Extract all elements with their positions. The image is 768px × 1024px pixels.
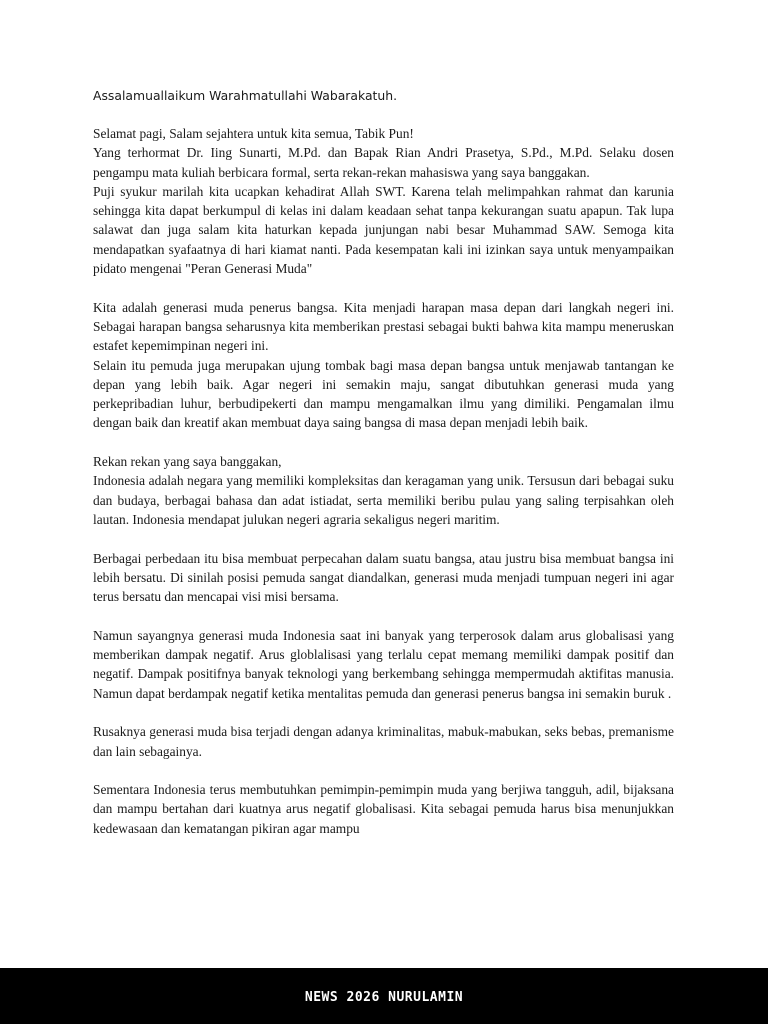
paragraph-indonesia: Indonesia adalah negara yang memiliki kompleksitas dan keragaman yang unik. Tersusun dari bebagai suku dan budaya, berbagai bahasa dan adat istiadat, serta memiliki beribu pulau yang saling terpisahkan oleh lautan. Indonesia mendapat julukan negeri agraria sekaligus negeri maritim.: [93, 473, 674, 527]
paragraph-rekan-rekan: Rekan rekan yang saya banggakan,: [93, 454, 282, 470]
paragraph-generasi-muda: Kita adalah generasi muda penerus bangsa. Kita menjadi harapan masa depan dari langkah negeri ini. Sebagai harapan bangsa seharusnya kita memberikan prestasi sebagai bukti bahwa kita mampu meneruskan estafet kepemimpinan negeri ini.: [93, 299, 674, 354]
paragraph-puji-syukur: Puji syukur marilah kita ucapkan kehadirat Allah SWT. Karena telah melimpahkan rahmat dan karunia sehingga kita dapat berkumpul di kelas ini dalam keadaan sehat tanpa kekurangan suatu apapun. Tak lupa salawat dan juga salam kita haturkan kepada junjungan nabi besar Muhammad SAW. Semoga kita mendapatkan syafaatnya di hari kiamat nanti. Pada kesempatan kali ini izinkan saya untuk menyampaikan pidato mengenai "Peran Generasi Muda": [93, 183, 674, 277]
paragraph-rusaknya: Rusaknya generasi muda bisa terjadi dengan adanya kriminalitas, mabuk-mabukan, seks bebas, premanisme dan lain sebagainya.: [93, 724, 674, 759]
paragraph-yang-terhormat: Yang terhormat Dr. Iing Sunarti, M.Pd. dan Bapak Rian Andri Prasetya, S.Pd., M.Pd. Selaku dosen pengampu mata kuliah berbicara formal, serta rekan-rekan mahasiswa yang saya banggakan.: [93, 145, 674, 180]
paragraph-perbedaan: Berbagai perbedaan itu bisa membuat perpecahan dalam suatu bangsa, atau justru bisa membuat bangsa ini lebih bersatu. Di sinilah posisi pemuda sangat diandalkan, generasi muda menjadi tumpuan negeri ini agar terus bersatu dan mencapai visi misi bersama.: [93, 550, 674, 605]
paragraph-ujung-tombak: Selain itu pemuda juga merupakan ujung tombak bagi masa depan bangsa untuk menjawab tantangan ke depan yang lebih baik. Agar negeri ini semakin maju, sangat dibutuhkan generasi muda yang perkepribadian luhur, berbudipekerti dan mampu mengamalkan ilmu yang dimiliki. Pengamalan ilmu dengan baik dan kreatif akan membuat daya saing bangsa di masa depan menjadi lebih baik.: [93, 357, 674, 431]
greeting-line: Assalamuallaikum Warahmatullahi Wabarakatuh.: [93, 88, 398, 103]
footer-banner: [0, 968, 768, 1024]
paragraph-salam: Selamat pagi, Salam sejahtera untuk kita semua, Tabik Pun!: [93, 126, 414, 141]
document-body: [93, 86, 674, 838]
paragraph-globalisasi: Namun sayangnya generasi muda Indonesia saat ini banyak yang terperosok dalam arus globalisasi yang memberikan dampak negatif. Arus globlalisasi yang terlalu cepat memang memiliki dampak positif dan negatif. Dampak positifnya banyak teknologi yang berkembang sehingga mempermudah aktifitas manusia. Namun dapat berdampak negatif ketika mentalitas pemuda dan generasi penerus bangsa ini semakin buruk .: [93, 627, 674, 701]
paragraph-sementara: Sementara Indonesia terus membutuhkan pemimpin-pemimpin muda yang berjiwa tangguh, adil, bijaksana dan mampu bertahan dari kuatnya arus negatif globalisasi. Kita sebagai pemuda harus bisa menunjukkan kedewasaan dan kematangan pikiran agar mampu: [93, 782, 674, 836]
footer-label: NEWS 2026 NURULAMIN: [304, 989, 464, 1005]
